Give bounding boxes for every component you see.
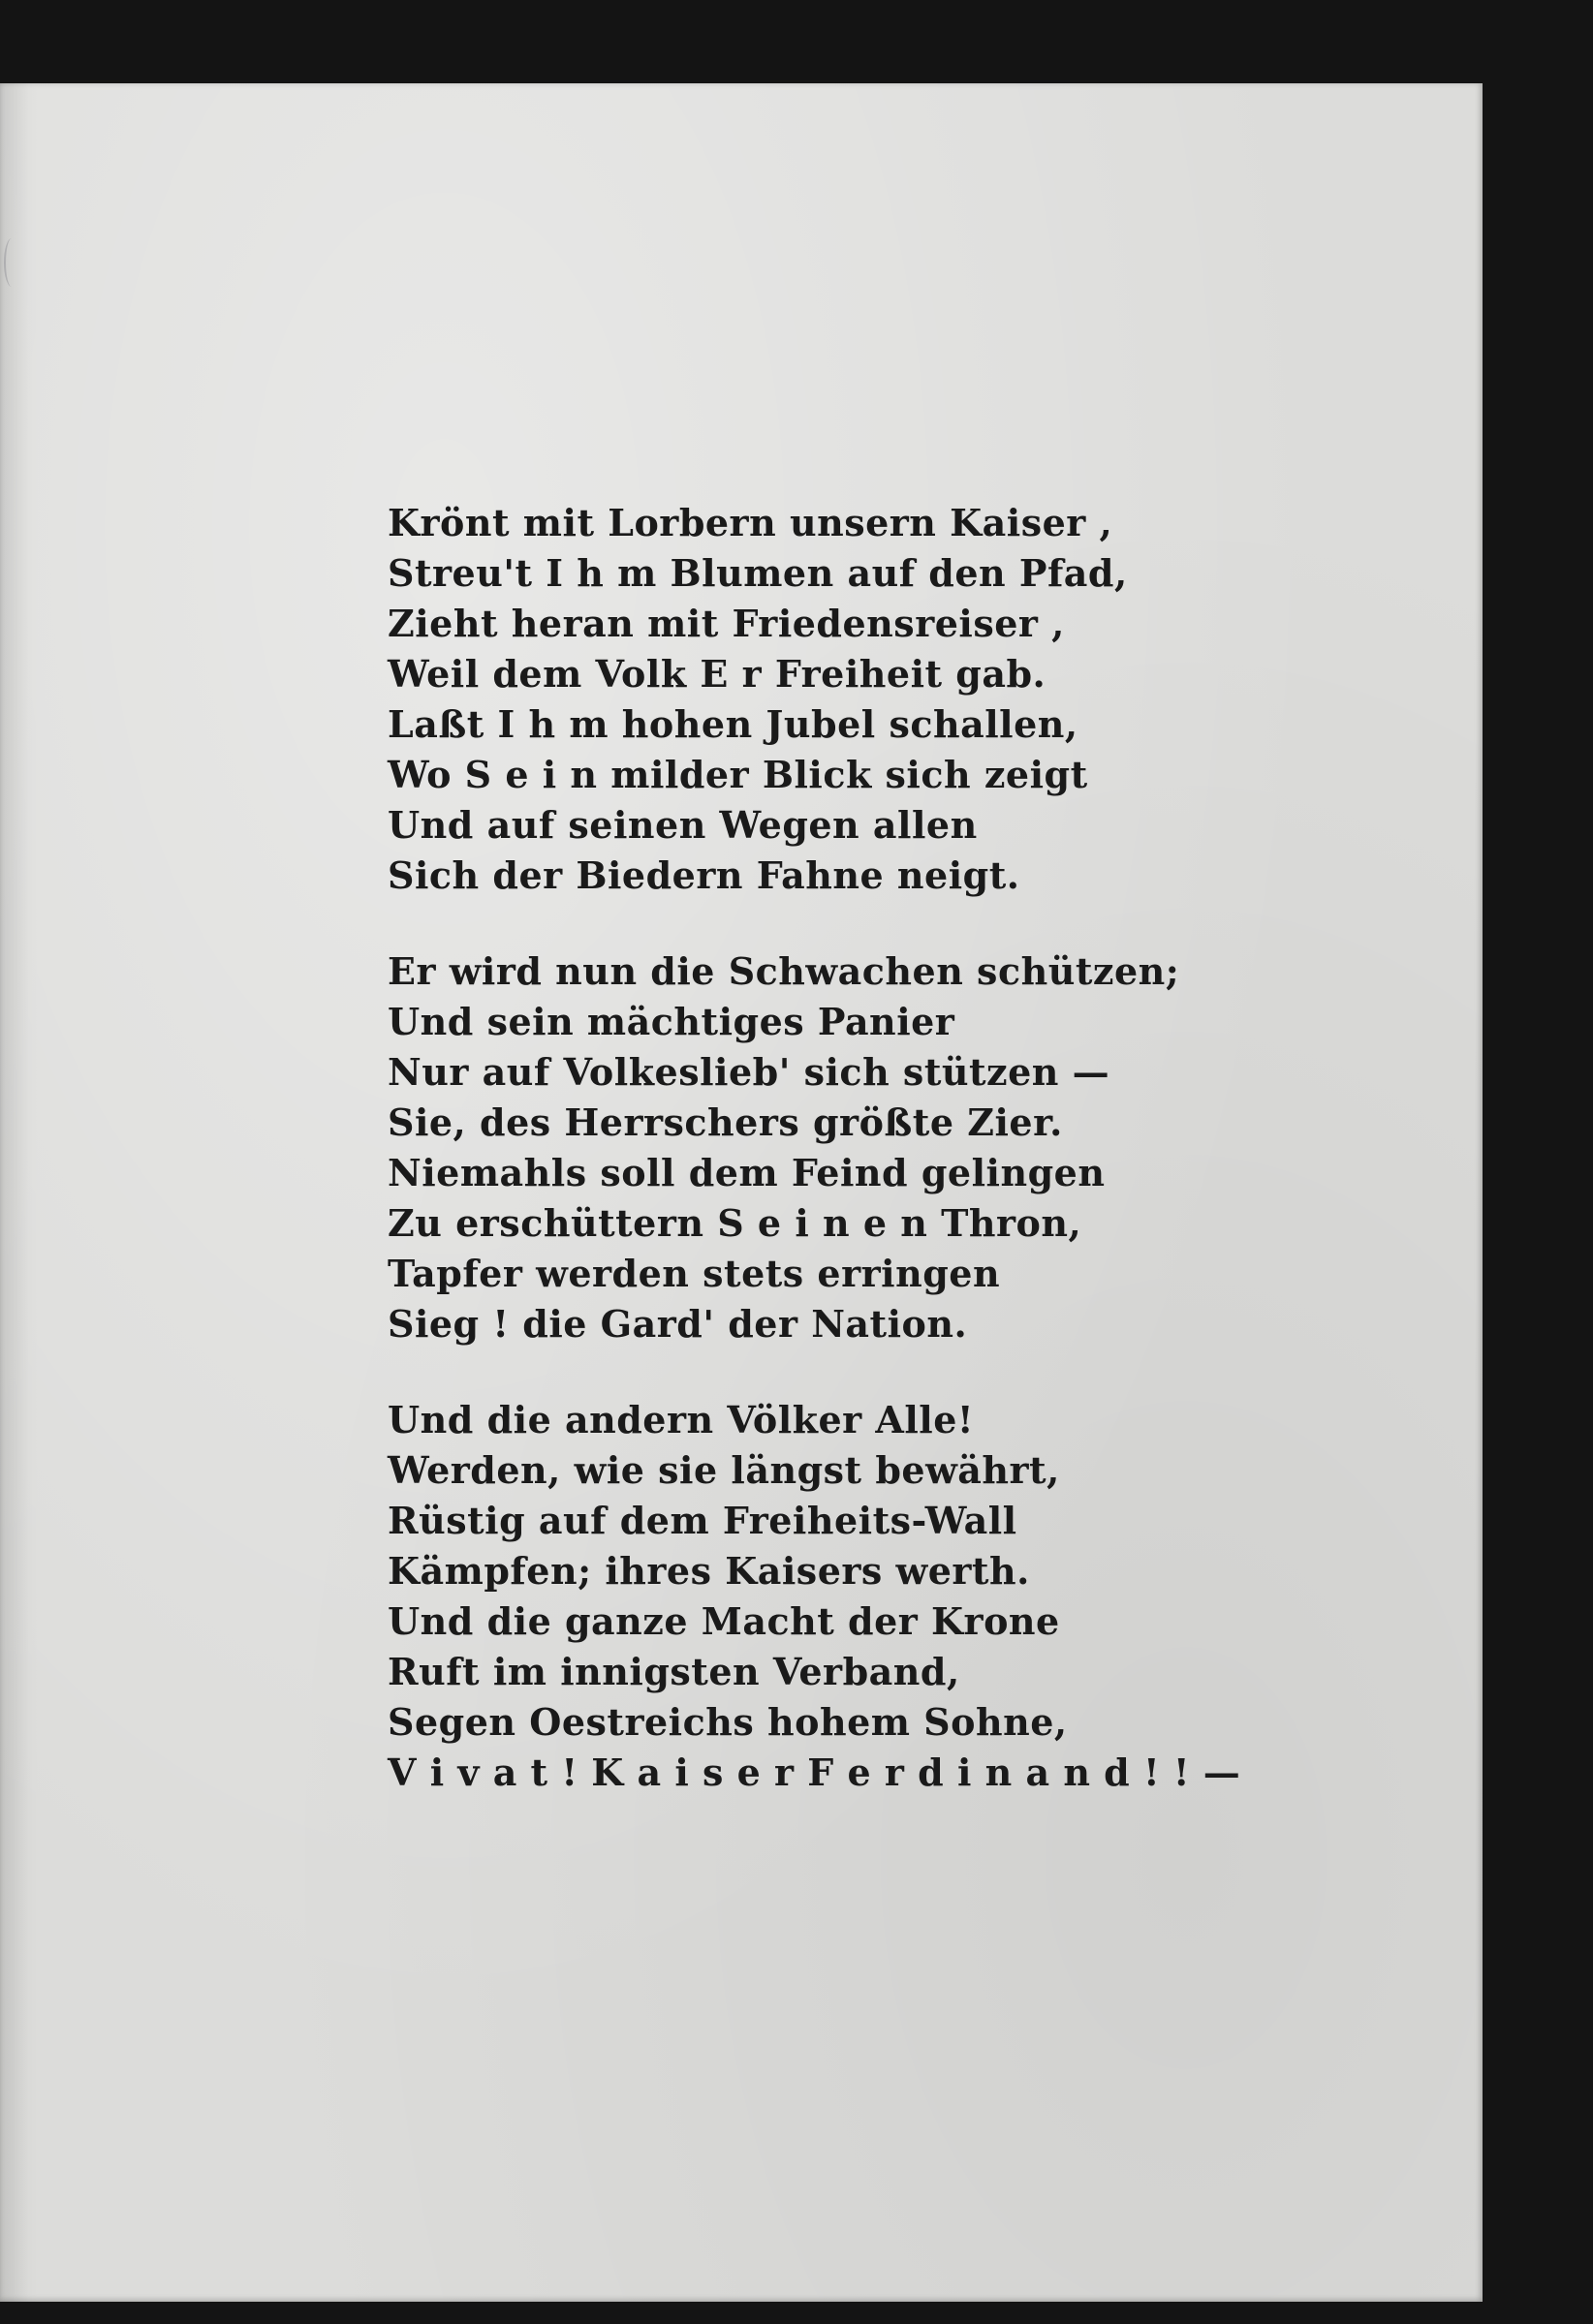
poem-line: Segen Oestreichs hohem Sohne, [388,1700,1068,1744]
poem-line: Niemahls soll dem Feind gelingen [388,1151,1106,1194]
poem-line: Streu't I h m Blumen auf den Pfad, [388,551,1128,595]
edge-mark [4,238,19,287]
poem-line: Und die ganze Macht der Krone [388,1599,1060,1643]
poem-line: V i v a t ! K a i s e r F e r d i n a n d ! ! — [388,1751,1241,1794]
poem-line: Zieht heran mit Friedensreiser , [388,602,1065,645]
poem-line: Tapfer werden stets erringen [388,1252,1001,1295]
poem-line: Werden, wie sie längst bewährt, [388,1448,1060,1492]
poem-line: Sich der Biedern Fahne neigt. [388,853,1020,897]
poem-line: Und sein mächtiges Panier [388,1000,955,1043]
stanza-1 [388,498,1221,901]
poem-line: Kämpfen; ihres Kaisers werth. [388,1549,1030,1593]
poem-line: Wo S e i n milder Blick sich zeigt [388,753,1088,796]
poem-line: Sie, des Herrschers größte Zier. [388,1100,1063,1144]
poem-line: Sieg ! die Gard' der Nation. [388,1302,968,1346]
fold-shadow [0,83,29,2302]
poem-line: Er wird nun die Schwachen schützen; [388,949,1180,993]
paper-sheet [0,83,1483,2302]
poem-line: Krönt mit Lorbern unsern Kaiser , [388,501,1113,544]
poem-line: Nur auf Volkeslieb' sich stützen — [388,1050,1110,1094]
stanza-3 [388,1395,1241,1798]
faint-stamp-mark [581,1503,1124,1561]
poem-line: Laßt I h m hohen Jubel schallen, [388,702,1078,746]
poem-line: Weil dem Volk E r Freiheit gab. [388,652,1046,696]
poem-line: Zu erschüttern S e i n e n Thron, [388,1201,1082,1245]
poem-line: Und auf seinen Wegen allen [388,803,978,847]
poem-line: Rüstig auf dem Freiheits-Wall [388,1499,1017,1542]
poem-text [388,498,1241,1844]
stanza-2 [388,946,1221,1349]
poem-line: Und die andern Völker Alle! [388,1398,975,1441]
poem-line: Ruft im innigsten Verband, [388,1650,960,1693]
